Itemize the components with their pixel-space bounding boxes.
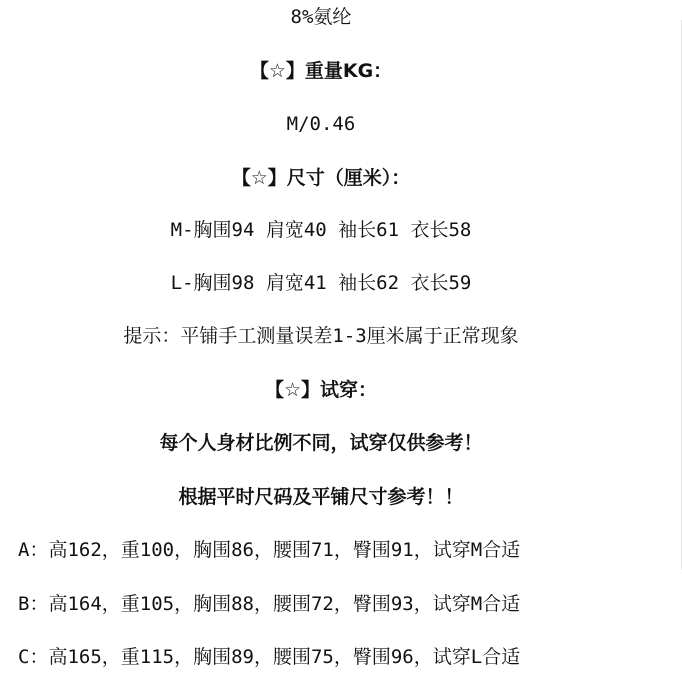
- model-c: C：高165，重115，胸围89，腰围75，臀围96，试穿L合适: [18, 646, 521, 668]
- material-composition: 8%氨纶: [290, 6, 352, 28]
- measurement-note: 提示：平铺手工测量误差1-3厘米属于正常现象: [123, 325, 519, 347]
- size-heading: 【☆】尺寸（厘米）：: [231, 167, 411, 189]
- fitting-disclaimer: 每个人身材比例不同，试穿仅供参考！: [159, 432, 483, 454]
- size-row-l: L-胸围98 肩宽41 袖长62 衣长59: [170, 272, 472, 294]
- fitting-heading: 【☆】试穿：: [264, 379, 378, 401]
- model-a: A：高162，重100，胸围86，腰围71，臀围91，试穿M合适: [18, 539, 521, 561]
- size-row-m: M-胸围94 肩宽40 袖长61 衣长58: [170, 219, 472, 241]
- fitting-advice: 根据平时尺码及平铺尺寸参考！！: [178, 486, 464, 508]
- weight-value: M/0.46: [286, 113, 356, 135]
- weight-heading: 【☆】重量KG：: [249, 60, 393, 82]
- model-b: B：高164，重105，胸围88，腰围72，臀围93，试穿M合适: [18, 593, 521, 615]
